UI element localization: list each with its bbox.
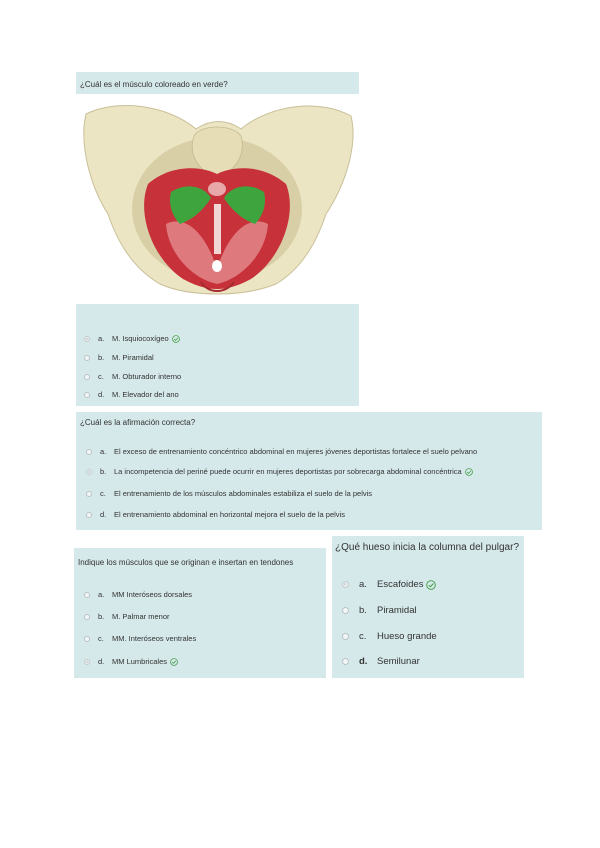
check-circle-icon — [465, 468, 473, 476]
radio-icon[interactable] — [342, 607, 349, 614]
pelvic-floor-muscles-figure — [76, 94, 359, 304]
radio-icon[interactable] — [84, 355, 90, 361]
option-a[interactable]: a. El exceso de entrenamiento concéntrico abdominal en mujeres jóvenes deportistas fortalece el suelo pelvano — [86, 447, 477, 456]
question-text: ¿Qué hueso inicia la columna del pulgar? — [335, 542, 519, 553]
option-a[interactable]: a. M. Isquiocoxígeo — [84, 334, 180, 343]
option-d[interactable]: d. M. Elevador del ano — [84, 390, 179, 399]
option-b[interactable]: b. La incompetencia del periné puede ocurrir en mujeres deportistas por sobrecarga abdominal concéntrica — [86, 467, 473, 476]
check-circle-icon — [170, 658, 178, 666]
question-card-2 — [76, 412, 542, 530]
option-a[interactable]: a. MM Interóseos dorsales — [84, 590, 192, 599]
radio-selected-icon[interactable] — [342, 581, 349, 588]
question-text: ¿Cuál es el músculo coloreado en verde? — [80, 80, 228, 89]
radio-selected-icon[interactable] — [84, 659, 90, 665]
question-card-3 — [74, 548, 326, 678]
question-text: ¿Cuál es la afirmación correcta? — [80, 418, 196, 427]
check-circle-icon — [426, 580, 436, 590]
radio-icon[interactable] — [84, 374, 90, 380]
radio-icon[interactable] — [84, 592, 90, 598]
option-b[interactable]: b. M. Palmar menor — [84, 612, 170, 621]
option-b[interactable]: b. Piramidal — [342, 605, 417, 616]
radio-icon[interactable] — [84, 392, 90, 398]
question-text: Indique los músculos que se originan e insertan en tendones — [78, 558, 294, 567]
radio-icon[interactable] — [86, 512, 92, 518]
option-a[interactable]: a. Escafoides — [342, 579, 436, 590]
option-d[interactable]: d. El entrenamiento abdominal en horizontal mejora el suelo de la pelvis — [86, 510, 345, 519]
option-c[interactable]: c. Hueso grande — [342, 631, 437, 642]
check-circle-icon — [172, 335, 180, 343]
radio-icon[interactable] — [86, 449, 92, 455]
question-card-1 — [76, 72, 359, 406]
radio-icon[interactable] — [84, 636, 90, 642]
option-c[interactable]: c. M. Obturador interno — [84, 372, 181, 381]
option-c[interactable]: c. El entrenamiento de los músculos abdominales estabiliza el suelo de la pelvis — [86, 489, 372, 498]
radio-icon[interactable] — [84, 614, 90, 620]
option-b[interactable]: b. M. Piramidal — [84, 353, 154, 362]
option-d[interactable]: d. Semilunar — [342, 656, 420, 667]
radio-selected-icon[interactable] — [84, 336, 90, 342]
option-d[interactable]: d. MM Lumbricales — [84, 657, 178, 666]
radio-icon[interactable] — [342, 633, 349, 640]
option-c[interactable]: c. MM. Interóseos ventrales — [84, 634, 196, 643]
radio-selected-icon[interactable] — [86, 469, 92, 475]
question-card-4 — [332, 536, 524, 678]
radio-icon[interactable] — [342, 658, 349, 665]
radio-icon[interactable] — [86, 491, 92, 497]
